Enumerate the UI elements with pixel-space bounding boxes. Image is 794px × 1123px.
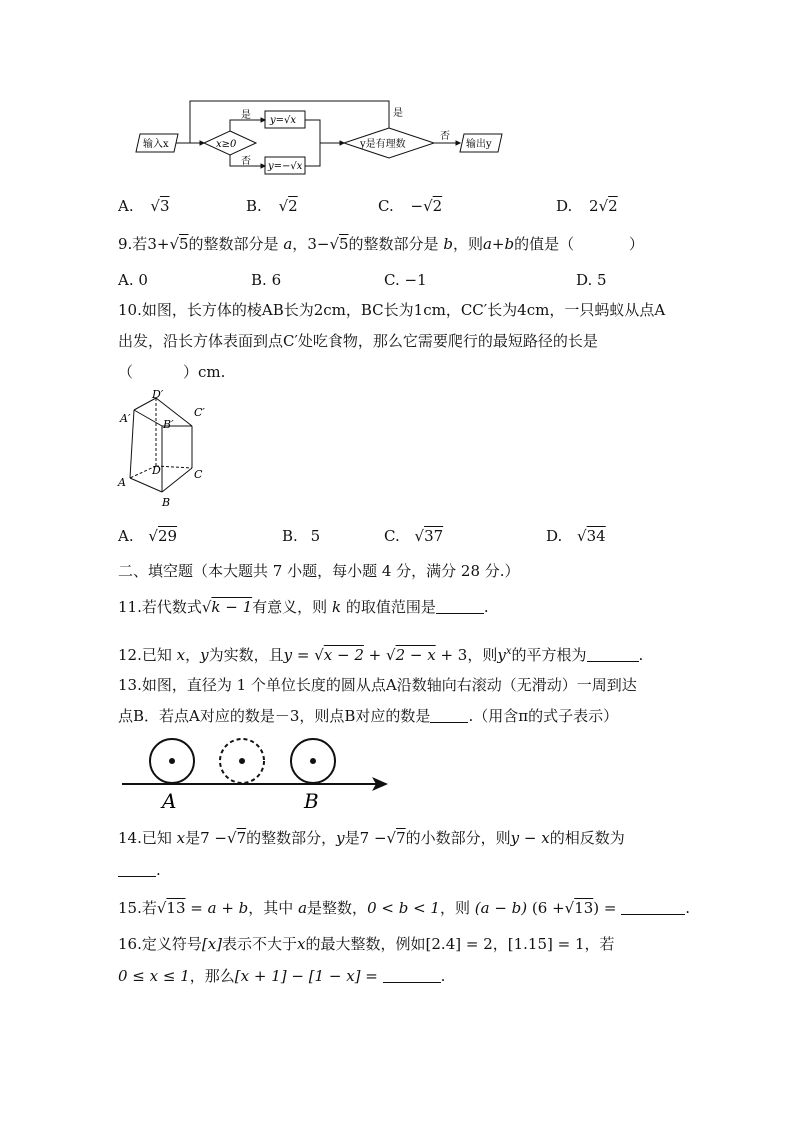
q13-line2	[118, 706, 618, 726]
q16-line1-end: ，若	[584, 935, 615, 953]
flow-decision2-label: y是有理数	[360, 139, 406, 150]
q14-mid3: 是	[344, 829, 360, 847]
q9-option-b-value: 6	[271, 271, 282, 289]
q9-comma: ，	[292, 235, 308, 253]
q11-post2: 的取值范围是	[345, 598, 436, 616]
q8-option-b-label: B.	[246, 197, 262, 215]
cuboid-label-b: B	[162, 496, 171, 508]
q12-y: y	[200, 646, 209, 664]
q16-line2-mid: ，那么	[189, 967, 235, 985]
q11-pre: 11.若代数式	[118, 598, 202, 616]
q14-y: y	[336, 829, 345, 847]
q9-option-a-label: A.	[118, 271, 134, 289]
cuboid-label-d: D	[152, 464, 161, 477]
q10-close: ）cm.	[183, 363, 226, 381]
q15-expr-l: (a − b)	[474, 899, 528, 917]
q10-option-b-label: B.	[282, 527, 298, 545]
q12-end: .	[638, 646, 644, 664]
q10-option-b	[282, 526, 320, 546]
q9-expr2-rad: 5	[339, 235, 349, 253]
q9-expr1-pre: 3+	[147, 235, 170, 253]
q16-comma: ，	[492, 935, 508, 953]
q11: 11.若代数式√k − 1有意义，则 k 的取值范围是 .	[118, 598, 489, 616]
q9-option-a	[118, 270, 148, 290]
q12-post: ，则	[467, 646, 498, 664]
q14-r1: 7	[236, 829, 247, 847]
q8-option-d-label: D.	[556, 197, 573, 215]
cuboid-label-a1: A′	[120, 412, 131, 425]
q12-post2: 的平方根为	[511, 646, 587, 664]
q10-option-d: D. √34	[546, 527, 606, 545]
q12: 12.已知 x，y为实数，且y = √x − 2 + √2 − x + 3，则$y^x$的平方根为 .	[118, 646, 644, 664]
q15-rad: 13	[166, 899, 186, 917]
point-b-label: B	[304, 789, 319, 813]
q10-line1: 10.如图，长方体的棱AB长为2cm，BC长为1cm，CC′长为4cm，一只蚂蚁从点A	[118, 301, 666, 319]
cuboid-label-b1: B′	[163, 418, 174, 431]
q9-var-a: a	[283, 235, 293, 253]
point-a-label: A	[162, 789, 177, 813]
cuboid-figure	[116, 388, 216, 508]
q14-answer-blank[interactable]	[118, 860, 156, 877]
q16-x: x	[297, 935, 306, 953]
cuboid-label-d1: D′	[152, 388, 164, 401]
q15-expr-r-post: ) =	[593, 899, 617, 917]
q10-option-c: C. √37	[384, 527, 444, 545]
q15-pre: 15.若	[118, 899, 157, 917]
q10-option-c-label: C.	[384, 527, 400, 545]
q12-answer-blank[interactable]	[587, 645, 639, 662]
flow-no1-label: 否	[241, 156, 251, 167]
q12-r2: 2 − x	[395, 646, 436, 664]
q12-x: x	[176, 646, 186, 664]
q12-plus: +	[368, 646, 382, 664]
q16-ex1: [2.4] = 2	[425, 935, 493, 953]
q10-option-a-label: A.	[118, 527, 134, 545]
q12-eq: y =	[283, 646, 310, 664]
q16-line2-cond: 0 ≤ x ≤ 1	[118, 967, 190, 985]
q11-end: .	[483, 598, 489, 616]
rolling-circle-figure	[118, 734, 393, 814]
cuboid-label-c: C	[194, 468, 203, 481]
q15-eq: = a + b	[190, 899, 249, 917]
q9-var-b: b	[443, 235, 453, 253]
q14-end: .	[156, 861, 161, 879]
q15-answer-blank[interactable]	[621, 898, 685, 915]
q15-end: .	[685, 899, 691, 917]
flow-box-top-label: y=√x	[270, 115, 297, 126]
q15-mid3: ，则	[439, 899, 470, 917]
flow-no2-label: 否	[440, 131, 450, 142]
q9-sum: a+b	[482, 235, 515, 253]
q16-line1-pre: 16.定义符号	[118, 935, 202, 953]
q13-line2-pre: 点B．若点A对应的数是－3，则点B对应的数是	[118, 707, 431, 725]
q16-sym: [x]	[201, 935, 223, 953]
q12-r1: x − 2	[323, 646, 364, 664]
q9-close: ）	[628, 235, 644, 253]
q8-option-a-value: 3	[159, 197, 170, 215]
q9-option-d-value: 5	[597, 271, 607, 289]
section-2-heading: 二、填空题（本大题共 7 小题，每小题 4 分，满分 28 分.）	[118, 562, 520, 580]
q9-option-c-value: −1	[404, 271, 427, 289]
q9-option-b	[251, 270, 281, 290]
q15-mid2: 是整数，	[307, 899, 368, 917]
flow-yes1-label: 是	[241, 110, 251, 121]
q10-option-b-value: 5	[310, 527, 321, 545]
q14-diff: y − x	[510, 829, 550, 847]
q10-option-a: A. √29	[118, 527, 178, 545]
q11-var: k	[331, 598, 342, 616]
q15: 15.若√13 = a + b，其中 a是整数，0 < b < 1，则 (a − b) (6 +√13) = .	[118, 899, 691, 917]
q10-option-d-value: 34	[586, 527, 606, 545]
q12-sep: ，	[185, 646, 201, 664]
flow-box-bottom-label: y=−√x	[268, 161, 303, 172]
q14-pre: 14.已知	[118, 829, 172, 847]
flow-cond-label: x≥0	[216, 139, 237, 150]
q12-sup: x	[505, 646, 512, 657]
q9-text3: 的整数部分是	[348, 235, 439, 253]
q14-e1: 7 −	[200, 829, 228, 847]
q9-stem: 9.若3+√5的整数部分是 a，3−√5的整数部分是 b，则a+b的值是（ ）	[118, 235, 644, 253]
q15-a: a	[298, 899, 308, 917]
q10-option-c-value: 37	[424, 527, 444, 545]
q10-line3	[118, 362, 225, 382]
q16-line2-expr: [x + 1] − [1 − x] =	[234, 967, 378, 985]
q8-option-a: A. √3	[118, 197, 170, 215]
q13-answer-blank[interactable]	[430, 706, 468, 723]
q9-option-a-value: 0	[138, 271, 148, 289]
q14-mid2: 的整数部分，	[246, 829, 337, 847]
cuboid-label-c1: C′	[194, 406, 205, 419]
q10-open: （	[118, 363, 134, 381]
q14-x: x	[176, 829, 186, 847]
q9-text5: 的值是（	[514, 235, 575, 253]
flowchart-diagram	[130, 96, 510, 176]
q9-option-b-label: B.	[251, 271, 267, 289]
q14-r2: 7	[396, 829, 406, 847]
q8-option-d: D. 2√2	[556, 197, 618, 215]
q13-line1: 13.如图，直径为 1 个单位长度的圆从点A沿数轴向右滚动（无滑动）一周到达	[118, 676, 637, 694]
q11-answer-blank[interactable]	[436, 597, 484, 614]
q12-pre: 12.已知	[118, 646, 172, 664]
q10-option-d-label: D.	[546, 527, 563, 545]
q16-answer-blank[interactable]	[383, 966, 441, 983]
q12-plus3: + 3	[440, 646, 468, 664]
q9-expr2-pre: 3−	[307, 235, 330, 253]
q9-text4: ，则	[452, 235, 483, 253]
cuboid-label-a: A	[118, 476, 126, 489]
q9-text2: 的整数部分是	[188, 235, 279, 253]
q13-line2-post: .（用含π的式子表示）	[468, 707, 619, 725]
q8-option-a-label: A.	[118, 197, 134, 215]
q10-line2: 出发，沿长方体表面到点C′处吃食物，那么它需要爬行的最短路径的长是	[118, 332, 598, 350]
q14-post: 的相反数为	[549, 829, 625, 847]
q15-expr-r-pre: (6 +	[531, 899, 565, 917]
q16-line1	[118, 934, 615, 954]
q12-yx: y	[497, 646, 506, 664]
q11-post1: 有意义，则	[252, 598, 328, 616]
q16-line2	[118, 966, 445, 986]
q12-mid: 为实数，且	[208, 646, 284, 664]
q8-option-b: B. √2	[246, 197, 298, 215]
q16-end: .	[440, 967, 446, 985]
q8-option-c-value: 2	[432, 197, 443, 215]
q9-text1: 9.若	[118, 235, 148, 253]
q14: 14.已知 x是7 −√7的整数部分，y是7 −√7的小数部分，则y − x的相反数为	[118, 829, 625, 847]
q9-option-d-label: D.	[576, 271, 593, 289]
flow-output-label: 输出y	[466, 139, 492, 150]
q14-mid4: 的小数部分，则	[405, 829, 511, 847]
flow-yes2-label: 是	[393, 108, 403, 119]
q16-line1-mid2: 的最大整数，例如	[305, 935, 426, 953]
flow-input-label: 输入x	[143, 139, 169, 150]
q8-option-d-value: 2	[608, 197, 618, 215]
q9-option-c-label: C.	[384, 271, 400, 289]
q14-mid1: 是	[185, 829, 201, 847]
q9-expr1-rad: 5	[179, 235, 189, 253]
q9-option-d	[576, 270, 607, 290]
q15-mid: ，其中	[248, 899, 294, 917]
q16-ex2: [1.15] = 1	[507, 935, 585, 953]
q10-option-a-value: 29	[157, 527, 178, 545]
q8-option-c: C. −√2	[378, 197, 443, 215]
q15-cond: 0 < b < 1	[367, 899, 440, 917]
q8-option-c-label: C.	[378, 197, 394, 215]
q11-radicand: k − 1	[211, 598, 253, 616]
q14-e2: 7 −	[359, 829, 387, 847]
q14-line2	[118, 860, 161, 880]
q16-line1-mid: 表示不大于	[222, 935, 298, 953]
q15-expr-r-rad: 13	[574, 899, 594, 917]
q9-option-c	[384, 270, 427, 290]
q8-option-b-value: 2	[288, 197, 298, 215]
q8-option-d-coef: 2	[589, 197, 599, 215]
